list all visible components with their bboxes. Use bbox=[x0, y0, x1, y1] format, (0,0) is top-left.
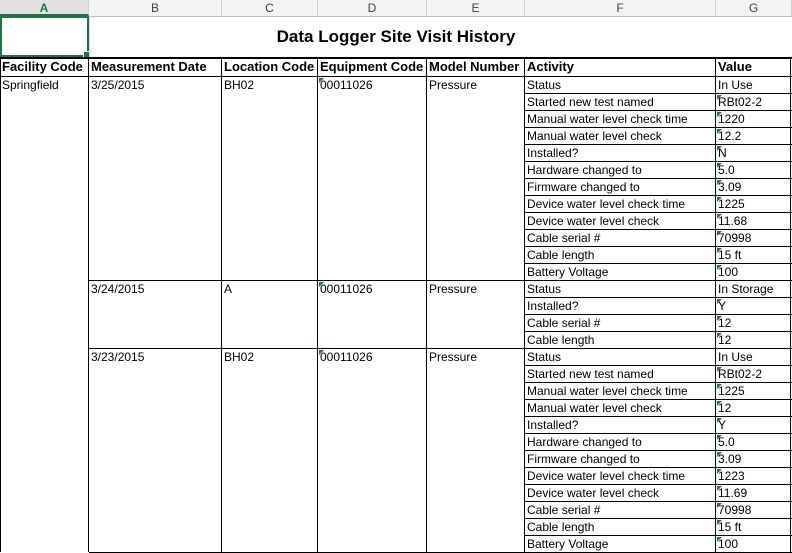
number-stored-as-text-indicator bbox=[717, 418, 722, 423]
value-cell[interactable]: 100 bbox=[718, 265, 739, 279]
activity-cell[interactable]: Installed? bbox=[527, 418, 579, 432]
number-stored-as-text-indicator bbox=[717, 197, 722, 202]
location-code[interactable]: A bbox=[224, 282, 233, 296]
measurement-date[interactable]: 3/24/2015 bbox=[91, 282, 145, 296]
number-stored-as-text-indicator bbox=[717, 367, 722, 372]
activity-cell[interactable]: Manual water level check time bbox=[527, 384, 688, 398]
model-number[interactable]: Pressure bbox=[429, 78, 478, 92]
gridline bbox=[89, 16, 90, 57]
number-stored-as-text-indicator bbox=[717, 231, 722, 236]
column-header-e[interactable]: E bbox=[427, 0, 525, 16]
column-header-bar bbox=[0, 0, 792, 17]
activity-cell[interactable]: Cable length bbox=[527, 248, 595, 262]
number-stored-as-text-indicator bbox=[717, 299, 722, 304]
number-stored-as-text-indicator bbox=[717, 469, 722, 474]
value-cell[interactable]: 11.69 bbox=[718, 486, 748, 500]
header-location-code[interactable]: Location Code bbox=[224, 59, 315, 74]
column-header-c[interactable]: C bbox=[222, 0, 318, 16]
number-stored-as-text-indicator bbox=[717, 486, 722, 491]
facility-code[interactable]: Springfield bbox=[2, 78, 59, 92]
activity-cell[interactable]: Device water level check bbox=[527, 486, 660, 500]
column-border bbox=[426, 57, 427, 552]
number-stored-as-text-indicator bbox=[717, 316, 722, 321]
value-cell[interactable]: 70998 bbox=[718, 503, 752, 517]
column-header-f[interactable]: F bbox=[525, 0, 716, 16]
activity-cell[interactable]: Device water level check bbox=[527, 214, 660, 228]
measurement-date[interactable]: 3/25/2015 bbox=[91, 78, 145, 92]
header-equipment-code[interactable]: Equipment Code bbox=[320, 59, 424, 74]
activity-cell[interactable]: Installed? bbox=[527, 146, 579, 160]
activity-cell[interactable]: Cable serial # bbox=[527, 231, 601, 245]
activity-cell[interactable]: Installed? bbox=[527, 299, 579, 313]
activity-cell[interactable]: Hardware changed to bbox=[527, 163, 642, 177]
number-stored-as-text-indicator bbox=[319, 350, 324, 355]
value-cell[interactable]: 5.0 bbox=[718, 435, 735, 449]
number-stored-as-text-indicator bbox=[717, 265, 722, 270]
column-header-b[interactable]: B bbox=[89, 0, 222, 16]
number-stored-as-text-indicator bbox=[319, 78, 324, 83]
activity-cell[interactable]: Cable length bbox=[527, 333, 595, 347]
activity-cell[interactable]: Cable serial # bbox=[527, 316, 601, 330]
column-border bbox=[0, 57, 1, 552]
value-cell[interactable]: 12.2 bbox=[718, 129, 742, 143]
activity-cell[interactable]: Cable length bbox=[527, 520, 595, 534]
value-cell[interactable]: 15 ft bbox=[718, 520, 742, 534]
column-header-d[interactable]: D bbox=[318, 0, 427, 16]
number-stored-as-text-indicator bbox=[717, 435, 722, 440]
value-cell[interactable]: 11.68 bbox=[718, 214, 748, 228]
value-cell[interactable]: 12 bbox=[718, 333, 732, 347]
equipment-code[interactable]: 00011026 bbox=[320, 282, 373, 296]
number-stored-as-text-indicator bbox=[717, 452, 722, 457]
value-cell[interactable]: 70998 bbox=[718, 231, 752, 245]
number-stored-as-text-indicator bbox=[717, 503, 722, 508]
column-border bbox=[221, 57, 222, 552]
value-cell[interactable]: In Use bbox=[718, 78, 753, 92]
activity-cell[interactable]: Manual water level check bbox=[527, 401, 662, 415]
number-stored-as-text-indicator bbox=[717, 384, 722, 389]
header-model-number[interactable]: Model Number bbox=[429, 59, 520, 74]
header-value[interactable]: Value bbox=[718, 59, 752, 74]
value-cell[interactable]: 3.09 bbox=[718, 180, 742, 194]
column-header-a[interactable]: A bbox=[0, 0, 89, 16]
activity-cell[interactable]: Hardware changed to bbox=[527, 435, 642, 449]
activity-cell[interactable]: Status bbox=[527, 282, 562, 296]
location-code[interactable]: BH02 bbox=[224, 350, 255, 364]
activity-cell[interactable]: Manual water level check time bbox=[527, 112, 688, 126]
number-stored-as-text-indicator bbox=[717, 112, 722, 117]
column-header-g[interactable]: G bbox=[716, 0, 792, 16]
number-stored-as-text-indicator bbox=[717, 129, 722, 134]
column-border bbox=[715, 57, 716, 552]
activity-cell[interactable]: Cable serial # bbox=[527, 503, 601, 517]
equipment-code[interactable]: 00011026 bbox=[320, 78, 373, 92]
header-measurement-date[interactable]: Measurement Date bbox=[91, 59, 207, 74]
location-code[interactable]: BH02 bbox=[224, 78, 255, 92]
column-border bbox=[88, 57, 89, 552]
value-cell[interactable]: 5.0 bbox=[718, 163, 735, 177]
number-stored-as-text-indicator bbox=[717, 146, 722, 151]
value-cell[interactable]: 12 bbox=[718, 401, 732, 415]
value-cell[interactable]: Y bbox=[718, 418, 727, 432]
number-stored-as-text-indicator bbox=[717, 401, 722, 406]
measurement-date[interactable]: 3/23/2015 bbox=[91, 350, 145, 364]
value-cell[interactable]: 15 ft bbox=[718, 248, 742, 262]
value-cell[interactable]: RBt02-2 bbox=[718, 367, 763, 381]
number-stored-as-text-indicator bbox=[717, 537, 722, 542]
activity-cell[interactable]: Battery Voltage bbox=[527, 265, 609, 279]
value-cell[interactable]: 1225 bbox=[718, 197, 745, 211]
number-stored-as-text-indicator bbox=[717, 248, 722, 253]
value-cell[interactable]: 3.09 bbox=[718, 452, 742, 466]
right-border bbox=[790, 57, 791, 552]
number-stored-as-text-indicator bbox=[717, 180, 722, 185]
header-facility-code[interactable]: Facility Code bbox=[2, 59, 83, 74]
activity-cell[interactable]: Firmware changed to bbox=[527, 452, 640, 466]
activity-cell[interactable]: Firmware changed to bbox=[527, 180, 640, 194]
value-cell[interactable]: 12 bbox=[718, 316, 732, 330]
model-number[interactable]: Pressure bbox=[429, 282, 478, 296]
number-stored-as-text-indicator bbox=[717, 333, 722, 338]
value-cell[interactable]: RBt02-2 bbox=[718, 95, 763, 109]
value-cell[interactable]: 1223 bbox=[718, 469, 745, 483]
header-activity[interactable]: Activity bbox=[527, 59, 574, 74]
value-cell[interactable]: In Use bbox=[718, 350, 753, 364]
activity-cell[interactable]: Status bbox=[527, 350, 562, 364]
activity-cell[interactable]: Status bbox=[527, 78, 562, 92]
selected-cell-a1[interactable] bbox=[0, 16, 89, 57]
number-stored-as-text-indicator bbox=[717, 95, 722, 100]
sheet-title: Data Logger Site Visit History bbox=[276, 27, 516, 46]
number-stored-as-text-indicator bbox=[717, 163, 722, 168]
activity-cell[interactable]: Started new test named bbox=[527, 367, 654, 381]
activity-cell[interactable]: Started new test named bbox=[527, 95, 654, 109]
value-cell[interactable]: N bbox=[718, 146, 727, 160]
value-cell[interactable]: 100 bbox=[718, 537, 739, 551]
equipment-code[interactable]: 00011026 bbox=[320, 350, 373, 364]
activity-cell[interactable]: Device water level check time bbox=[527, 469, 686, 483]
activity-cell[interactable]: Battery Voltage bbox=[527, 537, 609, 551]
number-stored-as-text-indicator bbox=[717, 214, 722, 219]
model-number[interactable]: Pressure bbox=[429, 350, 478, 364]
value-cell[interactable]: In Storage bbox=[718, 282, 774, 296]
value-cell[interactable]: 1225 bbox=[718, 384, 745, 398]
column-border bbox=[524, 57, 525, 552]
column-border bbox=[317, 57, 318, 552]
value-cell[interactable]: 1220 bbox=[718, 112, 745, 126]
number-stored-as-text-indicator bbox=[717, 520, 722, 525]
cell-grid bbox=[0, 16, 792, 552]
number-stored-as-text-indicator bbox=[319, 282, 324, 287]
activity-cell[interactable]: Manual water level check bbox=[527, 129, 662, 143]
value-cell[interactable]: Y bbox=[718, 299, 727, 313]
activity-cell[interactable]: Device water level check time bbox=[527, 197, 686, 211]
